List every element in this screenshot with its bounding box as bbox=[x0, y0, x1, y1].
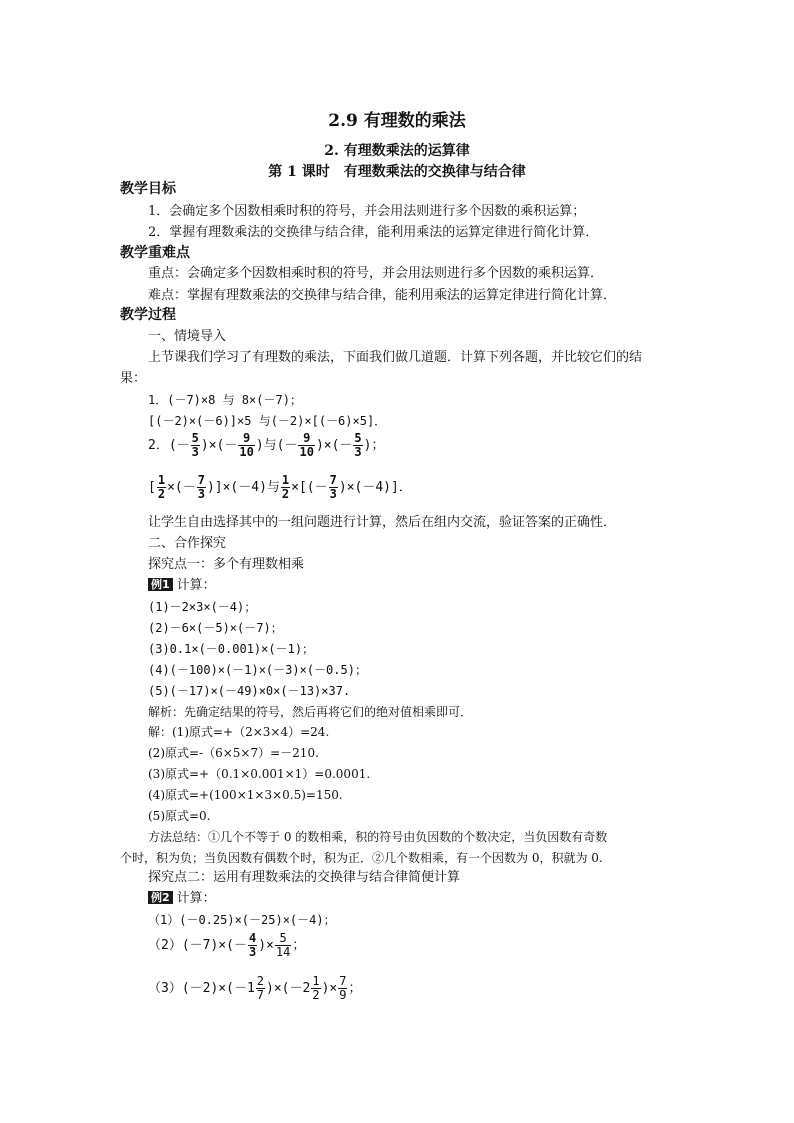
example-1-badge: 例1 bbox=[148, 578, 173, 591]
q2a-text: )×(－ bbox=[200, 438, 238, 453]
keypoints-heading: 教学重难点 bbox=[120, 245, 190, 261]
ex1-item-1: (1)－2×3×(－4)； bbox=[148, 600, 257, 614]
fraction bbox=[256, 975, 265, 1002]
fraction bbox=[311, 975, 320, 1002]
ex1-method-line-2: 个时，积为负；当负因数有偶数个时，积为正．②几个数相乘，有一个因数为 0，积就为 0. bbox=[120, 851, 603, 865]
question-1a: 1．(－7)×8 与 8×(－7)； bbox=[148, 393, 302, 407]
denominator: 2 bbox=[312, 988, 320, 1002]
denominator: 3 bbox=[197, 487, 205, 501]
lesson-title: 第 1 课时 有理数乘法的交换律与结合律 bbox=[268, 164, 526, 180]
denominator: 3 bbox=[329, 487, 337, 501]
fraction bbox=[157, 474, 166, 501]
ex2-item-3-text: （3）(－2)×(－1 bbox=[148, 981, 255, 996]
ex2-item-1: （1）(－0.25)×(－25)×(－4)； bbox=[148, 913, 336, 927]
ex1-analysis: 解析：先确定结果的符号，然后再将它们的绝对值相乘即可． bbox=[148, 705, 473, 719]
goal-item-1: 1．会确定多个因数相乘时积的符号，并会用法则进行多个因数的乘积运算； bbox=[148, 204, 586, 219]
intro-line-1: 上节课我们学习了有理数的乘法，下面我们做几道题．计算下列各题，并比较它们的结 bbox=[148, 350, 643, 365]
numerator: 9 bbox=[298, 432, 314, 446]
denominator: 2 bbox=[157, 487, 166, 501]
ex1-solution-5: (5)原式=0. bbox=[148, 809, 211, 823]
fraction bbox=[298, 432, 314, 459]
fraction bbox=[248, 932, 257, 959]
intro-line-2: 果： bbox=[120, 371, 147, 386]
fraction bbox=[275, 932, 291, 959]
ex2-item-2-text: )× bbox=[258, 938, 274, 953]
ex2-item-2-text: （2）(－7)×(－ bbox=[148, 938, 247, 953]
goal-item-2: 2．掌握有理数乘法的交换律与结合律，能利用乘法的运算定律进行简化计算． bbox=[148, 225, 599, 240]
difficulty-point: 难点：掌握有理数乘法的交换律与结合律，能利用乘法的运算定律进行简化计算． bbox=[148, 288, 617, 303]
intro-heading: 一、情境导入 bbox=[148, 329, 227, 344]
question-2a bbox=[148, 432, 384, 459]
numerator: 7 bbox=[197, 473, 205, 487]
fraction bbox=[197, 474, 206, 501]
q2b-text: ×(－ bbox=[167, 480, 196, 495]
q2b-text: ×[(－ bbox=[291, 480, 328, 495]
denominator: 10 bbox=[299, 445, 314, 459]
fraction bbox=[238, 432, 254, 459]
ex2-item-3-text: ； bbox=[348, 981, 362, 996]
denominator: 7 bbox=[256, 988, 265, 1002]
denominator: 2 bbox=[281, 487, 290, 501]
explore-heading: 二、合作探究 bbox=[148, 536, 227, 551]
example-2-header bbox=[148, 891, 216, 907]
key-point: 重点：会确定多个因数相乘时积的符号，并会用法则进行多个因数的乘积运算． bbox=[148, 266, 604, 281]
ex1-item-4: (4)(－100)×(－1)×(－3)×(－0.5)； bbox=[148, 663, 367, 677]
numerator: 7 bbox=[329, 473, 337, 487]
ex2-item-2 bbox=[148, 932, 305, 959]
numerator: 7 bbox=[339, 974, 347, 988]
ex1-method-line-1: 方法总结：①几个不等于 0 的数相乘，积的符号由负因数的个数决定，当负因数有奇数 bbox=[148, 830, 608, 844]
ex1-item-5: (5)(－17)×(－49)×0×(－13)×37. bbox=[148, 684, 351, 698]
q2b-text: )×(－4)]． bbox=[338, 480, 412, 495]
goals-heading: 教学目标 bbox=[120, 181, 176, 197]
ex2-item-3-text: )× bbox=[321, 981, 338, 996]
intro-summary: 让学生自由选择其中的一组问题进行计算，然后在组内交流，验证答案的正确性． bbox=[148, 515, 617, 530]
point1-heading: 探究点一：多个有理数相乘 bbox=[148, 557, 305, 572]
denominator: 14 bbox=[275, 945, 291, 959]
denominator: 9 bbox=[339, 988, 347, 1002]
ex1-solution-1: 解：(1)原式=+（2×3×4）=24. bbox=[148, 725, 330, 739]
ex2-item-3 bbox=[148, 975, 361, 1002]
question-2b bbox=[148, 474, 412, 501]
question-1b: [(－2)×(－6)]×5 与(－2)×[(－6)×5]． bbox=[148, 414, 387, 428]
fraction bbox=[353, 432, 362, 459]
numerator: 5 bbox=[191, 431, 199, 445]
numerator: 4 bbox=[248, 931, 257, 945]
numerator: 5 bbox=[354, 431, 362, 445]
section-title: 2.9 有理数的乘法 bbox=[328, 111, 466, 131]
example-2-label: 计算： bbox=[176, 891, 216, 906]
point2-heading: 探究点二：运用有理数乘法的交换律与结合律简便计算 bbox=[148, 870, 461, 885]
ex1-item-3: (3)0.1×(－0.001)×(－1)； bbox=[148, 642, 315, 656]
process-heading: 教学过程 bbox=[120, 307, 176, 323]
fraction bbox=[281, 474, 290, 501]
q2a-text: 2．(－ bbox=[148, 438, 190, 453]
fraction bbox=[338, 975, 347, 1002]
ex2-item-3-text: )×(－2 bbox=[266, 981, 311, 996]
ex1-solution-4: (4)原式=+(100×1×3×0.5)=150. bbox=[148, 788, 343, 802]
q2b-text: [ bbox=[148, 480, 156, 495]
numerator: 1 bbox=[281, 473, 290, 487]
ex1-item-2: (2)－6×(－5)×(－7)； bbox=[148, 621, 283, 635]
q2a-text: )与(－ bbox=[255, 438, 298, 453]
example-1-label: 计算： bbox=[176, 578, 216, 593]
example-2-badge: 例2 bbox=[148, 891, 173, 904]
ex2-item-2-text: ； bbox=[292, 938, 306, 953]
q2a-text: )； bbox=[363, 438, 385, 453]
ex1-solution-2: (2)原式=-（6×5×7）=－210. bbox=[148, 746, 319, 760]
denominator: 3 bbox=[191, 445, 199, 459]
denominator: 3 bbox=[248, 945, 257, 959]
q2a-text: )×(－ bbox=[315, 438, 353, 453]
denominator: 10 bbox=[239, 445, 254, 459]
numerator: 1 bbox=[157, 473, 166, 487]
numerator: 1 bbox=[312, 974, 320, 988]
numerator: 9 bbox=[238, 432, 254, 446]
numerator: 5 bbox=[275, 932, 291, 946]
denominator: 3 bbox=[354, 445, 362, 459]
example-1-header bbox=[148, 578, 216, 594]
fraction bbox=[329, 474, 338, 501]
q2b-text: )]×(－4)与 bbox=[206, 480, 280, 495]
numerator: 2 bbox=[256, 974, 265, 988]
ex1-solution-3: (3)原式=+（0.1×0.001×1）=0.0001. bbox=[148, 767, 371, 781]
fraction bbox=[191, 432, 200, 459]
subsection-title: 2. 有理数乘法的运算律 bbox=[324, 143, 470, 159]
